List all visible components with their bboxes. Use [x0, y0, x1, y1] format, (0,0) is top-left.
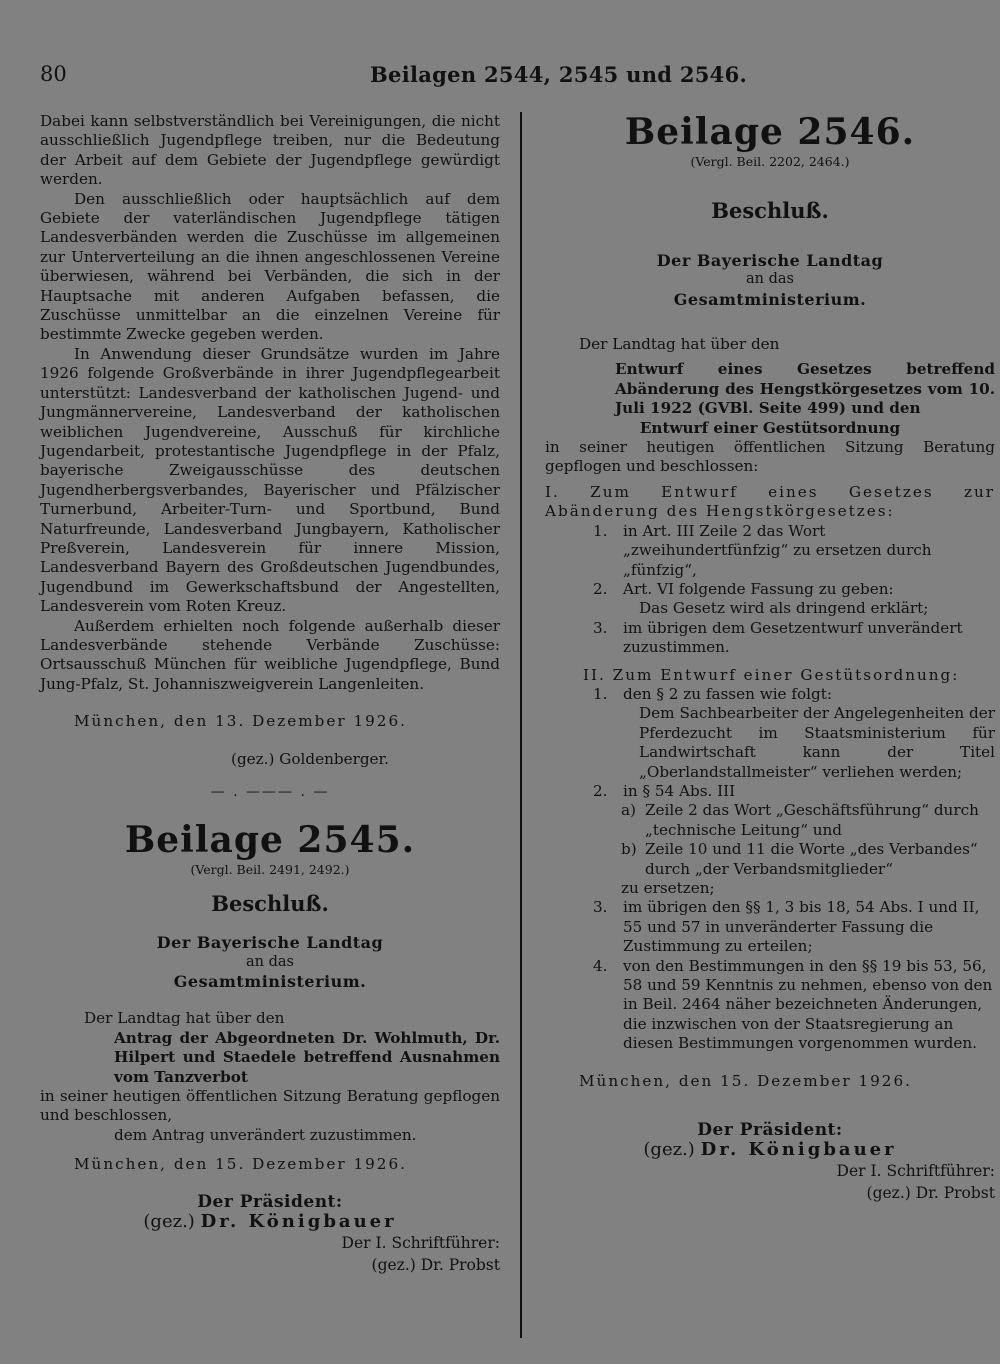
secretary-signature: (gez.) Dr. Probst: [866, 1183, 995, 1202]
president-label: Der Präsident:: [697, 1120, 843, 1141]
president-signature: [40, 1212, 500, 1231]
list-item: 4. von den Bestimmungen in den §§ 19 bis 53, 56, 58 und 59 Kenntnis zu nehmen, ebenso von den in Beil. 2464 näher bezeichneten Änderungen, die inzwischen von der Staatsregierung an diesen Bestimmungen vorgenommen wurden.: [593, 956, 993, 1053]
an-das-line: an das: [246, 953, 294, 970]
paragraph: zu ersetzen;: [621, 879, 715, 897]
quoted-text: Dem Sachbearbeiter der Angelegenheiten der Pferdezucht im Staatsministerium für Landwirtschaft kann der Titel „Oberlandstallmeister“ verliehen werden;: [639, 704, 995, 781]
ministerium-line: Gesamtministerium.: [173, 972, 367, 992]
paragraph: In Anwendung dieser Grundsätze wurden im Jahre 1926 folgende Großverbände in ihrer Jugendpflegearbeit unterstützt: Landesverband der katholischen Jugend- und Jungmännervereine, Landesverband der katholischen weiblichen Jugendvereine, Ausschuß für kirchliche Jugendarbeit, protestantische Jugendpflege in der Pfalz, bayerische Zweigausschüsse des deutschen Jugendherbergsverbandes, Bayerischer und Pfälzischer Turnerbund, Arbeiter-Turn- und Sportbund, Bund Naturfreunde, Landesverband Jungbayern, Katholischer Preßverein, Landesverein für innere Mission, Landesverband Bayern des Großdeutschen Jugendbundes, Jugendbund im Gewerkschaftsbund der Angestellten, Landesverein vom Roten Kreuz.: [40, 344, 500, 616]
separator: — . ——— . —: [210, 784, 330, 800]
paragraph: Außerdem erhielten noch folgende außerhalb dieser Landesverbände stehende Verbände Zuschüsse: Ortsausschuß München für weibliche Jugendpflege, Bund Jung-Pfalz, St. Johanniszweigverein Langenleiten.: [40, 616, 500, 693]
antrag-title: Antrag der Abgeordneten Dr. Wohlmuth, Dr. Hilpert und Staedele betreffend Ausnahmen vom Tanzverbot: [114, 1028, 500, 1086]
date-line: München, den 15. Dezember 1926.: [74, 1155, 407, 1174]
paragraph: Dabei kann selbstverständlich bei Vereinigungen, die nicht ausschließlich Jugendpflege treiben, nur die Bedeutung der Arbeit auf dem Gebiete der Jugendpflege gewürdigt werden.: [40, 112, 500, 189]
section-title-2545: Beilage 2545.: [124, 819, 416, 862]
list-item: 1. in Art. III Zeile 2 das Wort „zweihundertfünfzig“ zu ersetzen durch „fünfzig“,: [593, 521, 932, 579]
sub-item: b) Zeile 10 und 11 die Worte „des Verbandes“ durch „der Verbandsmitglieder“: [621, 840, 978, 878]
landtag-line: Der Bayerische Landtag: [656, 250, 884, 270]
entwurf-title: Entwurf eines Gesetzes betreffend Abänderung des Hengstkörgesetzes vom 10. Juli 1922 (GVBl. Seite 499) und den: [615, 360, 995, 418]
section-heading-1: I. Zum Entwurf eines Gesetzes zur Abänderung des Hengstkörgesetzes:: [545, 482, 995, 521]
secretary-label: Der I. Schriftführer:: [341, 1233, 500, 1252]
sub-item: a) Zeile 2 das Wort „Geschäftsführung“ durch „technische Leitung“ und: [621, 801, 979, 839]
right-column: [545, 112, 995, 1204]
president-label: Der Präsident:: [197, 1191, 343, 1212]
president-name: Dr. Königbauer: [700, 1139, 897, 1161]
beschluss-heading: Beschluß.: [711, 198, 829, 224]
entwurf-title: Entwurf einer Gestütsordnung: [639, 418, 901, 437]
signature-line: (gez.) Goldenberger.: [231, 749, 389, 768]
paragraph: in seiner heutigen öffentlichen Sitzung Beratung gepflogen und beschlossen:: [545, 438, 995, 476]
paragraph: in seiner heutigen öffentlichen Sitzung Beratung gepflogen und beschlossen,: [40, 1087, 500, 1125]
president-signature: [545, 1140, 995, 1159]
list-item: 3. im übrigen den §§ 1, 3 bis 18, 54 Abs. I und II, 55 und 57 in unveränderter Fassung die Zustimmung zu erteilen;: [593, 898, 980, 956]
gez-label: (gez.): [643, 1139, 695, 1161]
intro-line: Der Landtag hat über den: [84, 1009, 285, 1028]
list-item: 2. in § 54 Abs. III: [593, 781, 736, 800]
date-line: München, den 15. Dezember 1926.: [579, 1071, 912, 1090]
running-title: Beilagen 2544, 2545 und 2546.: [370, 62, 748, 87]
list-item: 3. im übrigen dem Gesetzentwurf unverändert zuzustimmen.: [593, 618, 963, 657]
page-header: [40, 62, 970, 92]
reference-line: (Vergl. Beil. 2202, 2464.): [690, 154, 850, 169]
president-name: Dr. Königbauer: [200, 1211, 397, 1233]
reference-line: (Vergl. Beil. 2491, 2492.): [190, 862, 350, 878]
intro-line: Der Landtag hat über den: [579, 335, 780, 354]
section-heading-2: II. Zum Entwurf einer Gestütsordnung:: [583, 665, 960, 684]
list-item: 1. den § 2 zu fassen wie folgt:: [593, 684, 832, 703]
gez-label: (gez.): [143, 1211, 195, 1233]
resolution-line: dem Antrag unverändert zuzustimmen.: [114, 1125, 417, 1144]
landtag-line: Der Bayerische Landtag: [156, 933, 384, 953]
section-title-2546: Beilage 2546.: [624, 111, 916, 153]
left-column: [40, 112, 500, 1276]
paragraph: Den ausschließlich oder hauptsächlich auf dem Gebiete der vaterländischen Jugendpflege tätigen Landesverbänden werden die Zuschüsse im allgemeinen zur Unterverteilung an die ihnen angeschlossenen Vereine überwiesen, während bei Verbänden, die sich in der Hauptsache mit anderen Aufgaben befassen, die Zuschüsse unmittelbar an die einzelnen Vereine für bestimmte Zwecke gegeben werden.: [40, 189, 500, 344]
list-item: Das Gesetz wird als dringend erklärt;: [639, 599, 929, 618]
ministerium-line: Gesamtministerium.: [673, 289, 867, 309]
column-divider: [520, 112, 522, 1338]
page-number: 80: [40, 62, 67, 86]
beschluss-heading: Beschluß.: [211, 890, 329, 916]
list-item: 2. Art. VI folgende Fassung zu geben:: [593, 579, 894, 598]
an-das-line: an das: [746, 271, 794, 288]
secretary-label: Der I. Schriftführer:: [836, 1161, 995, 1180]
date-line: München, den 13. Dezember 1926.: [74, 712, 407, 731]
secretary-signature: (gez.) Dr. Probst: [371, 1255, 500, 1274]
